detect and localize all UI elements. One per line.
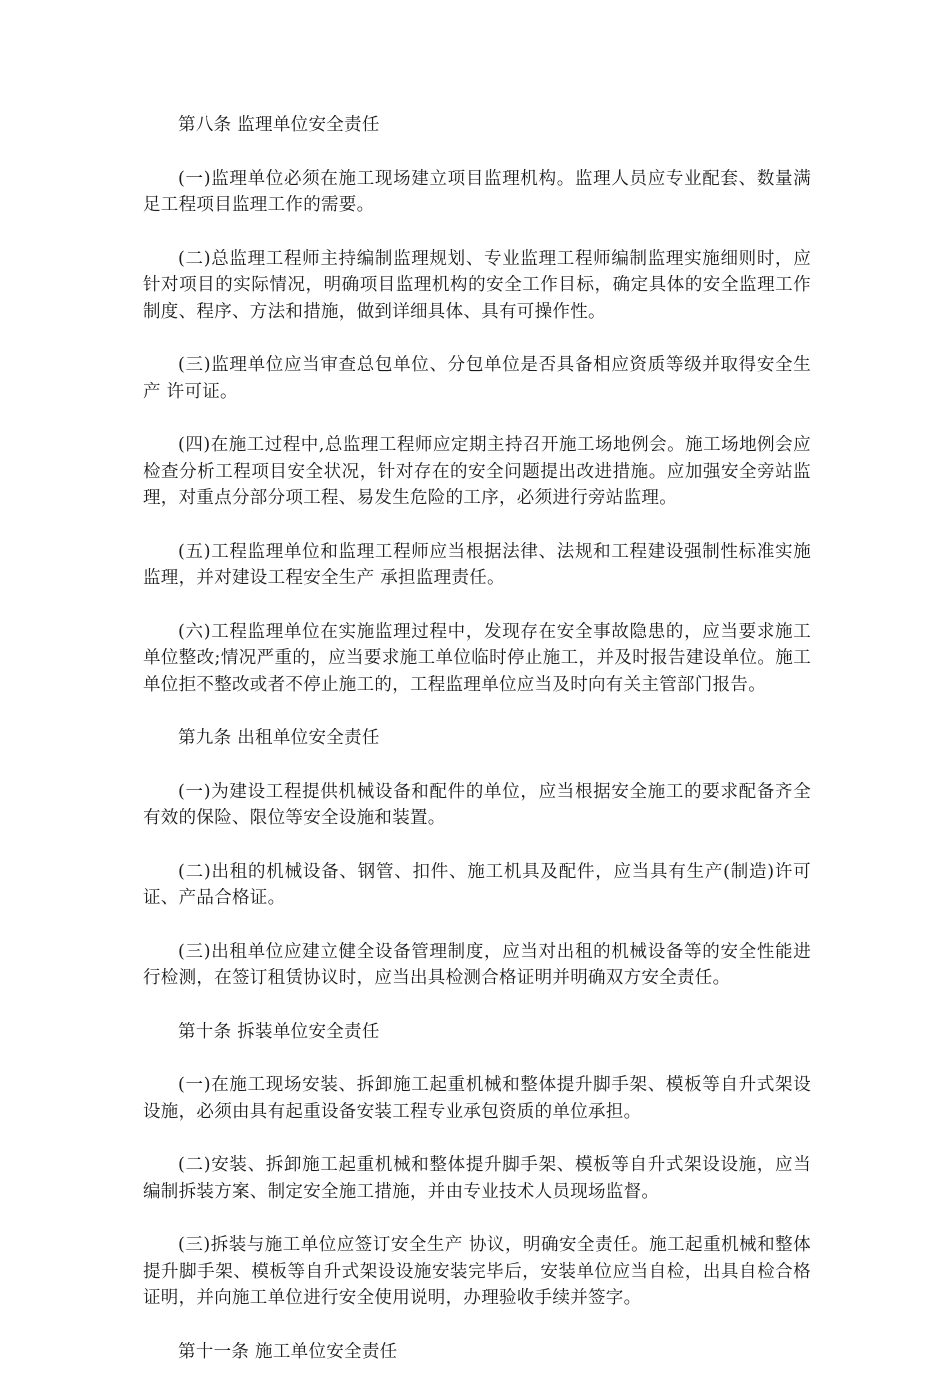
- paragraph: (一)在施工现场安装、拆卸施工起重机械和整体提升脚手架、模板等自升式架设设施，必须由具有起重设备安装工程专业承包资质的单位承担。: [143, 1075, 811, 1122]
- paragraph: (四)在施工过程中,总监理工程师应定期主持召开施工场地例会。施工场地例会应检查分析工程项目安全状况，针对存在的安全问题提出改进措施。应加强安全旁站监理，对重点分部分项工程、易发生危险的工序，必须进行旁站监理。: [143, 435, 811, 508]
- paragraph: (三)拆装与施工单位应签订安全生产 协议，明确安全责任。施工起重机械和整体提升脚手架、模板等自升式架设设施安装完毕后，安装单位应当自检，出具自检合格证明，并向施工单位进行安全使用说明，办理验收手续并签字。: [143, 1235, 811, 1308]
- paragraph: (二)出租的机械设备、钢管、扣件、施工机具及配件，应当具有生产(制造)许可证、产品合格证。: [143, 861, 811, 908]
- paragraph: (二)总监理工程师主持编制监理规划、专业监理工程师编制监理实施细则时，应针对项目的实际情况，明确项目监理机构的安全工作目标，确定具体的安全监理工作制度、程序、方法和措施，做到详细具体、具有可操作性。: [143, 248, 811, 322]
- paragraph: (三)出租单位应建立健全设备管理制度，应当对出租的机械设备等的安全性能进行检测，在签订租赁协议时，应当出具检测合格证明并明确双方安全责任。: [143, 941, 811, 988]
- section-heading-9: 第九条 出租单位安全责任: [178, 728, 380, 748]
- paragraph: (五)工程监理单位和监理工程师应当根据法律、法规和工程建设强制性标准实施监理，并对建设工程安全生产 承担监理责任。: [143, 541, 811, 588]
- paragraph: (二)安装、拆卸施工起重机械和整体提升脚手架、模板等自升式架设设施，应当编制拆装方案、制定安全施工措施，并由专业技术人员现场监督。: [143, 1155, 811, 1202]
- document-body: [143, 112, 811, 1392]
- paragraph: (三)监理单位应当审查总包单位、分包单位是否具备相应资质等级并取得安全生产 许可证。: [143, 355, 811, 402]
- paragraph: (一)监理单位必须在施工现场建立项目监理机构。监理人员应专业配套、数量满足工程项目监理工作的需要。: [143, 168, 811, 215]
- paragraph: (一)为建设工程提供机械设备和配件的单位，应当根据安全施工的要求配备齐全有效的保险、限位等安全设施和装置。: [143, 781, 811, 828]
- paragraph: (六)工程监理单位在实施监理过程中，发现存在安全事故隐患的，应当要求施工单位整改;情况严重的，应当要求施工单位临时停止施工，并及时报告建设单位。施工单位拒不整改或者不停止施工的，工程监理单位应当及时向有关主管部门报告。: [143, 621, 811, 695]
- section-heading-10: 第十条 拆装单位安全责任: [178, 1021, 380, 1042]
- section-heading-8: 第八条 监理单位安全责任: [178, 115, 380, 135]
- section-heading-11: 第十一条 施工单位安全责任: [178, 1341, 398, 1362]
